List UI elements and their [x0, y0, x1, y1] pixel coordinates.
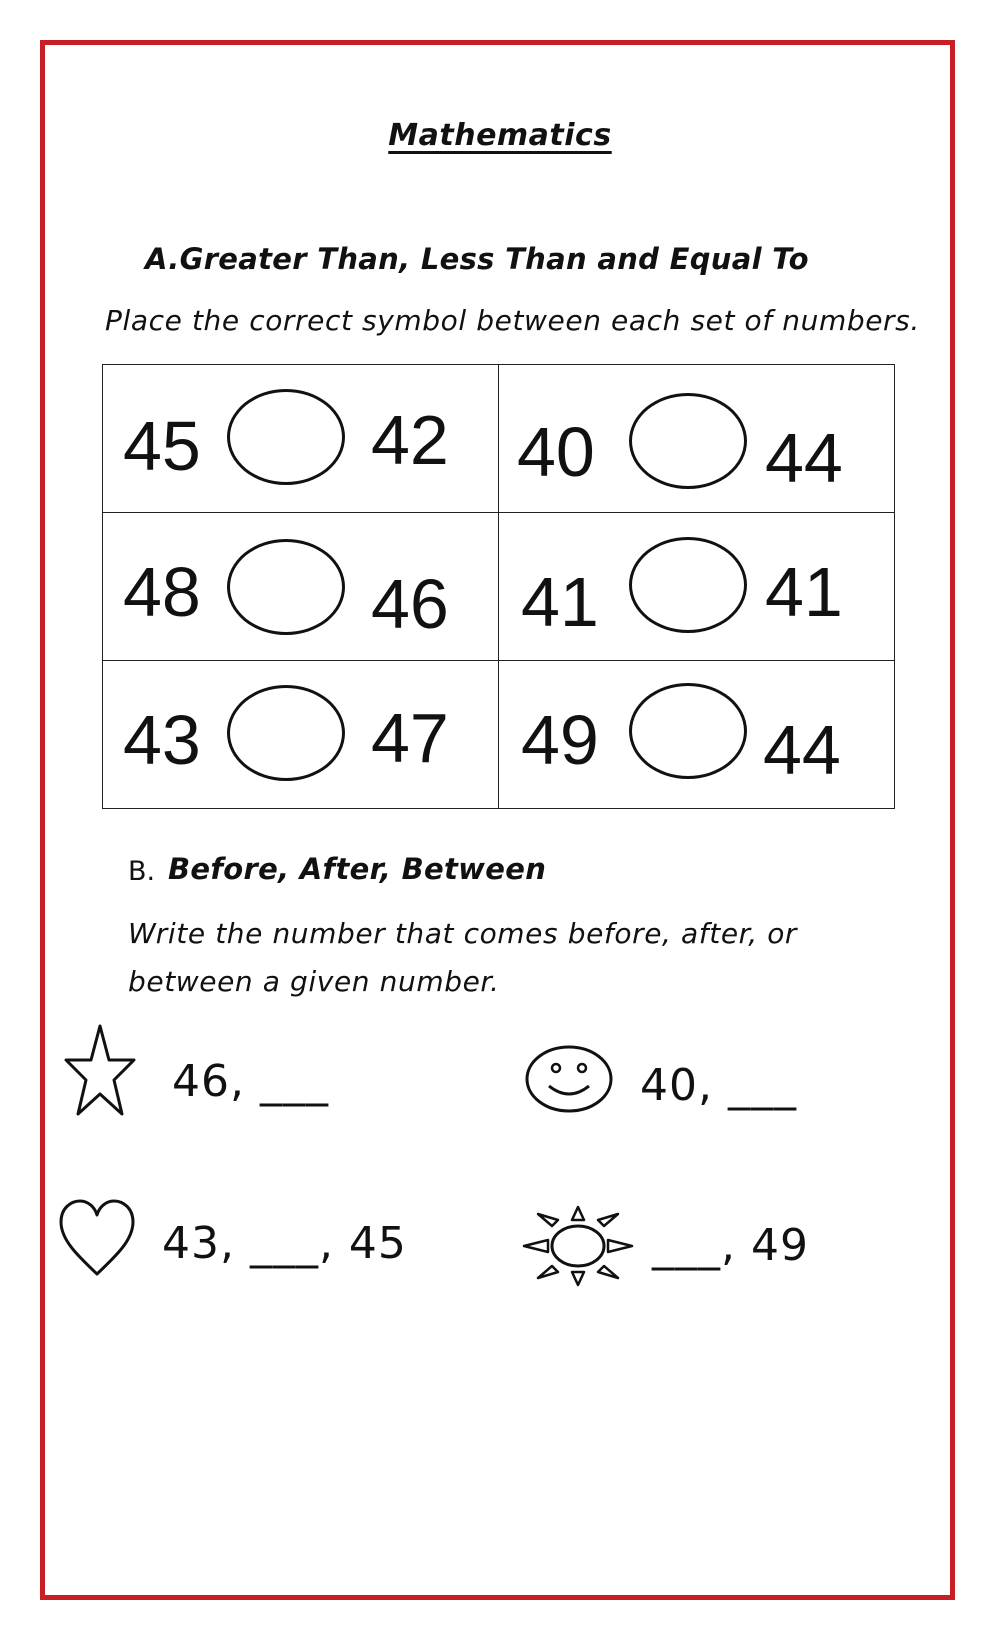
comparison-cell: [499, 513, 895, 661]
sequence-star: 46, ___: [172, 1056, 329, 1107]
sequence-sun: ___, 49: [652, 1220, 809, 1271]
answer-oval[interactable]: [629, 683, 747, 779]
answer-oval[interactable]: [227, 685, 345, 781]
left-number: 45: [123, 407, 201, 485]
comparison-cell: [103, 661, 499, 809]
left-number: 41: [521, 563, 599, 641]
heart-icon: [58, 1198, 136, 1278]
left-number: 48: [123, 553, 201, 631]
section-b-letter: B.: [128, 856, 156, 887]
left-number: 43: [123, 701, 201, 779]
section-a-instruction: Place the correct symbol between each set of numbers.: [105, 304, 920, 337]
right-number: 47: [371, 699, 449, 777]
comparison-cell: [499, 365, 895, 513]
smiley-icon: [524, 1044, 614, 1114]
right-number: 44: [765, 419, 843, 497]
answer-oval[interactable]: [227, 389, 345, 485]
answer-oval[interactable]: [629, 537, 747, 633]
left-number: 40: [517, 413, 595, 491]
table-row: [103, 365, 895, 513]
comparison-cell: [103, 513, 499, 661]
right-number: 42: [371, 401, 449, 479]
comparison-cell: [103, 365, 499, 513]
sun-icon: [520, 1204, 636, 1288]
section-b-heading: Before, After, Between: [168, 852, 547, 886]
right-number: 41: [765, 553, 843, 631]
section-a-heading: A.Greater Than, Less Than and Equal To: [145, 242, 809, 276]
page-title: Mathematics: [388, 118, 612, 153]
star-icon: [64, 1022, 136, 1118]
section-b-instruction: [128, 910, 828, 1006]
right-number: 46: [371, 565, 449, 643]
table-row: [103, 513, 895, 661]
answer-oval[interactable]: [227, 539, 345, 635]
right-number: 44: [763, 711, 841, 789]
sequence-smiley: 40, ___: [640, 1060, 797, 1111]
sequence-heart: 43, ___, 45: [162, 1218, 407, 1269]
comparison-cell: [499, 661, 895, 809]
comparison-table: [102, 364, 895, 809]
left-number: 49: [521, 701, 599, 779]
table-row: [103, 661, 895, 809]
instruction-line: Write the number that comes before, after, or: [128, 917, 798, 950]
instruction-line: between a given number.: [128, 965, 500, 998]
answer-oval[interactable]: [629, 393, 747, 489]
